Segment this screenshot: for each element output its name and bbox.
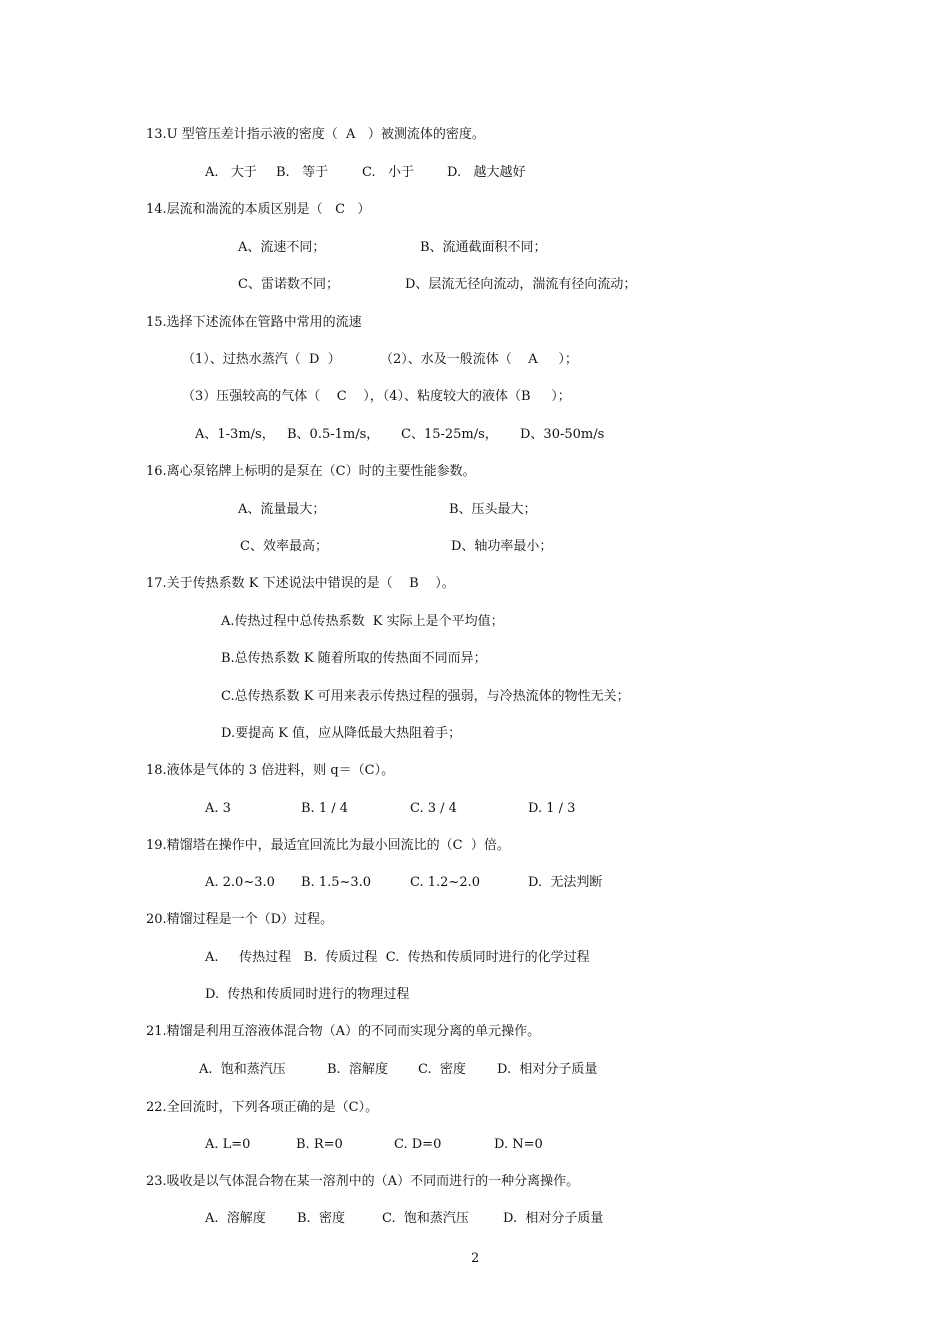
question-15-item-3-4: （3）压强较高的气体（ C ），（4）、粘度较大的液体（B ）； bbox=[182, 389, 571, 404]
question-14-option-a: A、流速不同； bbox=[238, 240, 326, 255]
question-14-option-d: D、层流无径向流动，湍流有径向流动； bbox=[405, 277, 637, 292]
question-23-option-b: B. 密度 bbox=[297, 1211, 345, 1226]
question-13-option-d: D. 越大越好 bbox=[447, 165, 526, 180]
question-22-option-c: C. D=0 bbox=[394, 1137, 442, 1152]
question-18-option-b: B. 1 / 4 bbox=[301, 801, 349, 816]
question-16-option-a: A、流量最大； bbox=[238, 502, 326, 517]
question-15-item-2: （2）、水及一般流体（ A ）； bbox=[380, 352, 578, 367]
question-16-option-b: B、压头最大； bbox=[449, 502, 537, 517]
question-19-option-a: A. 2.0~3.0 bbox=[205, 875, 275, 890]
question-18-option-a: A. 3 bbox=[205, 801, 231, 816]
question-22-stem: 22.全回流时，下列各项正确的是（C）。 bbox=[146, 1100, 379, 1115]
question-19-option-c: C. 1.2~2.0 bbox=[410, 875, 480, 890]
question-15-option-a: A、1-3m/s， bbox=[195, 427, 275, 442]
question-15-stem: 15.选择下述流体在管路中常用的流速 bbox=[146, 315, 362, 330]
question-19-option-b: B. 1.5~3.0 bbox=[301, 875, 372, 890]
question-13-option-b: B. 等于 bbox=[276, 165, 329, 180]
question-17-option-c: C.总传热系数 K 可用来表示传热过程的强弱，与冷热流体的物性无关； bbox=[221, 689, 630, 704]
question-16-stem: 16.离心泵铭牌上标明的是泵在（C）时的主要性能参数。 bbox=[146, 464, 476, 479]
question-15-option-c: C、15-25m/s， bbox=[401, 427, 498, 442]
question-20-options-abc: A. 传热过程 B. 传质过程 C. 传热和传质同时进行的化学过程 bbox=[205, 950, 590, 965]
question-21-option-a: A. 饱和蒸汽压 bbox=[199, 1062, 286, 1077]
question-21-option-c: C. 密度 bbox=[418, 1062, 466, 1077]
question-18-option-c: C. 3 / 4 bbox=[410, 801, 457, 816]
question-21-option-b: B. 溶解度 bbox=[327, 1062, 388, 1077]
question-13-stem: 13.U 型管压差计指示液的密度（ A ）被测流体的密度。 bbox=[146, 127, 485, 142]
question-21-stem: 21.精馏是利用互溶液体混合物（A）的不同而实现分离的单元操作。 bbox=[146, 1024, 541, 1039]
question-14-option-c: C、雷诺数不同； bbox=[238, 277, 339, 292]
question-23-option-d: D. 相对分子质量 bbox=[503, 1211, 604, 1226]
question-22-option-b: B. R=0 bbox=[296, 1137, 343, 1152]
page-number: 2 bbox=[471, 1251, 480, 1266]
question-18-option-d: D. 1 / 3 bbox=[528, 801, 576, 816]
question-16-option-c: C、效率最高； bbox=[240, 539, 328, 554]
question-13-option-c: C. 小于 bbox=[362, 165, 415, 180]
question-15-option-b: B、0.5-1m/s， bbox=[287, 427, 380, 442]
question-17-option-d: D.要提高 K 值，应从降低最大热阻着手； bbox=[221, 726, 462, 741]
question-18-stem: 18.液体是气体的 3 倍进料，则 q＝（C）。 bbox=[146, 763, 395, 778]
question-23-option-c: C. 饱和蒸汽压 bbox=[382, 1211, 469, 1226]
question-17-option-b: B.总传热系数 K 随着所取的传热面不同而异； bbox=[221, 651, 487, 666]
question-22-option-d: D. N=0 bbox=[494, 1137, 543, 1152]
question-17-stem: 17.关于传热系数 K 下述说法中错误的是（ B ）。 bbox=[146, 576, 455, 591]
question-15-item-1: （1）、过热水蒸汽（ D ） bbox=[182, 352, 341, 367]
question-14-stem: 14.层流和湍流的本质区别是（ C ） bbox=[146, 202, 371, 217]
question-23-option-a: A. 溶解度 bbox=[205, 1211, 266, 1226]
question-13-option-a: A. 大于 bbox=[205, 165, 257, 180]
question-19-stem: 19.精馏塔在操作中，最适宜回流比为最小回流比的（C ）倍。 bbox=[146, 838, 510, 853]
question-15-option-d: D、30-50m/s bbox=[520, 427, 605, 442]
question-21-option-d: D. 相对分子质量 bbox=[497, 1062, 598, 1077]
question-20-option-d: D. 传热和传质同时进行的物理过程 bbox=[205, 987, 410, 1002]
question-22-option-a: A. L=0 bbox=[205, 1137, 251, 1152]
question-23-stem: 23.吸收是以气体混合物在某一溶剂中的（A）不同而进行的一种分离操作。 bbox=[146, 1174, 580, 1189]
question-14-option-b: B、流通截面积不同； bbox=[420, 240, 547, 255]
question-19-option-d: D. 无法判断 bbox=[528, 875, 603, 890]
question-20-stem: 20.精馏过程是一个（D）过程。 bbox=[146, 912, 334, 927]
question-17-option-a: A.传热过程中总传热系数 K 实际上是个平均值； bbox=[221, 614, 504, 629]
question-16-option-d: D、轴功率最小； bbox=[451, 539, 553, 554]
